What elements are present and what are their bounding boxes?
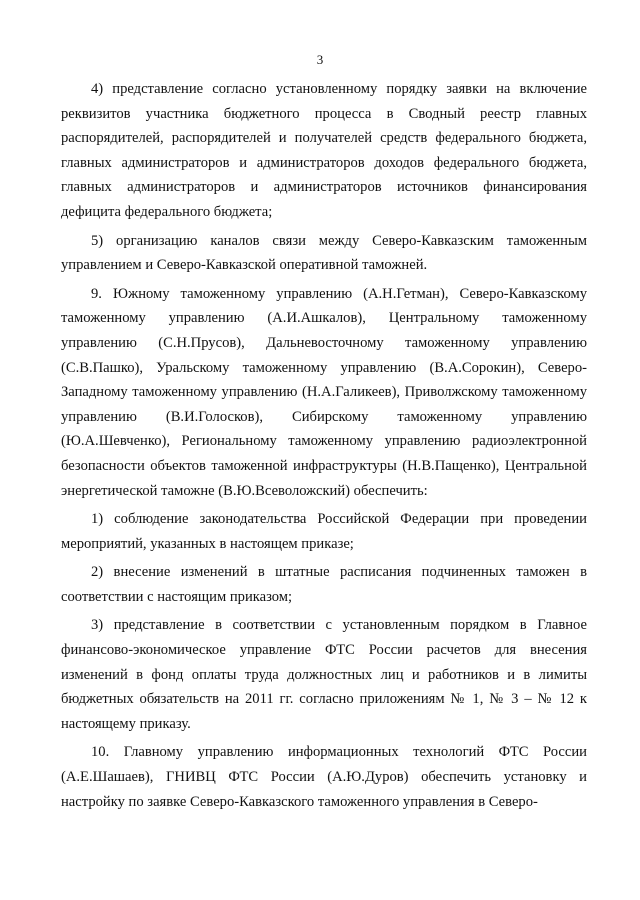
paragraph-subitem-3: 3) представление в соответствии с установленным порядком в Главное финансово-экономическое управление ФТС России расчетов для внесения изменений в фонд оплаты труда должностных лиц и работников и в лимиты бюджетных обязательств на 2011 гг. согласно приложениям № 1, № 3 – № 12 к настоящему приказу. (61, 617, 587, 732)
page-number: 3 (316, 52, 324, 67)
paragraph-section-10: 10. Главному управлению информационных технологий ФТС России (А.Е.Шашаев), ГНИВЦ ФТС России (А.Ю.Дуров) обеспечить установку и настройку по заявке Северо-Кавказского таможенного управления в Северо- (61, 744, 587, 810)
paragraph-section-9: 9. Южному таможенному управлению (А.Н.Гетман), Северо-Кавказскому таможенному управлению (А.И.Ашкалов), Центральному таможенному управлению (С.Н.Прусов), Дальневосточному таможенному управлению (С.В.Пашко), Уральскому таможенному управлению (В.А.Сорокин), Северо-Западному таможенному управлению (Н.А.Галикеев), Приволжскому таможенному управлению (В.И.Голосков), Сибирскому таможенному управлению (Ю.А.Шевченко), Региональному таможенному управлению радиоэлектронной безопасности объектов таможенной инфраструктуры (Н.В.Пащенко), Центральной энергетической таможне (В.Ю.Всеволожский) обеспечить: (61, 285, 587, 499)
paragraph-item-4: 4) представление согласно установленному порядку заявки на включение реквизитов участника бюджетного процесса в Сводный реестр главных распорядителей, распорядителей и получателей средств федерального бюджета, главных администраторов и администраторов доходов федерального бюджета, главных администраторов и администраторов источников финансирования дефицита федерального бюджета; (61, 81, 587, 220)
document-body (61, 77, 587, 818)
paragraph-subitem-1: 1) соблюдение законодательства Российской Федерации при проведении мероприятий, указанных в настоящем приказе; (61, 511, 587, 552)
paragraph-subitem-2: 2) внесение изменений в штатные расписания подчиненных таможен в соответствии с настоящим приказом; (61, 564, 587, 605)
paragraph-item-5: 5) организацию каналов связи между Северо-Кавказским таможенным управлением и Северо-Кавказской оперативной таможней. (61, 232, 587, 274)
